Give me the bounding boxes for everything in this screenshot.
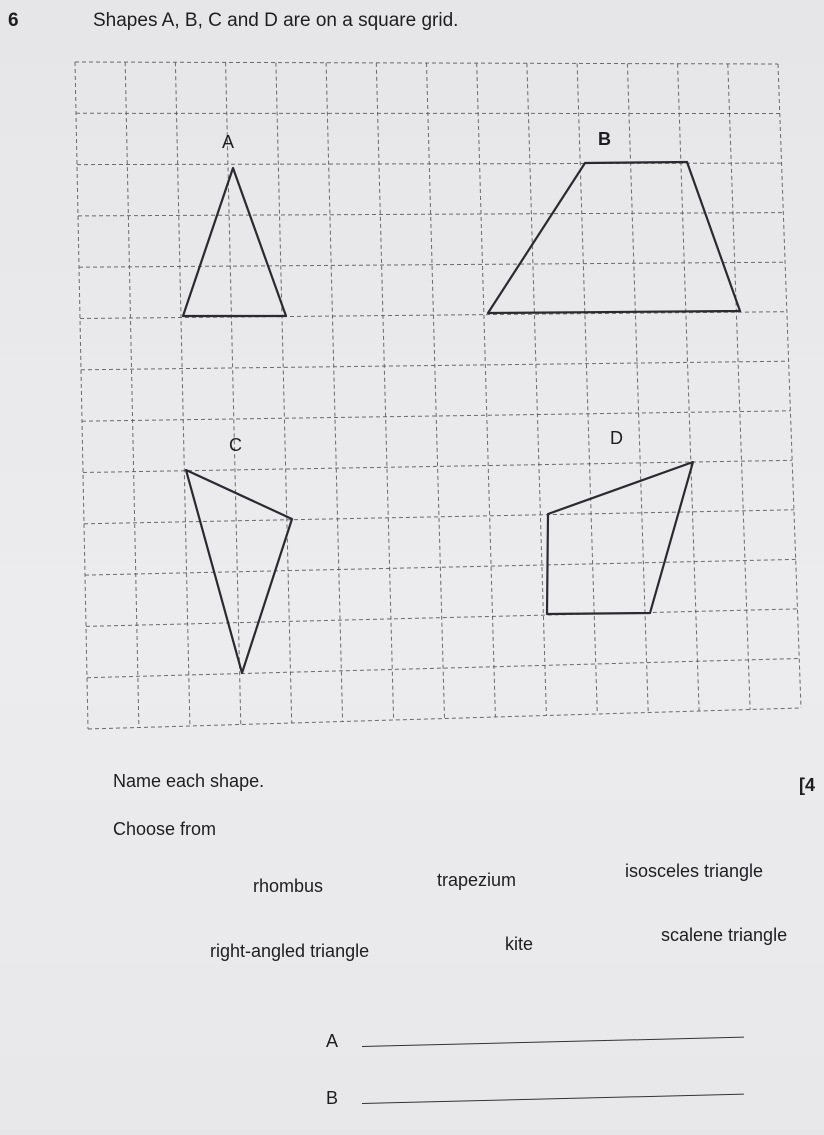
option-right-angled-triangle: right-angled triangle (210, 941, 369, 962)
grid-line (326, 63, 343, 722)
shape-labels (222, 129, 623, 455)
grid-line (527, 63, 547, 715)
option-isosceles-triangle: isosceles triangle (625, 861, 763, 882)
answer-b-label: B (326, 1088, 338, 1109)
option-trapezium: trapezium (437, 870, 516, 891)
shape-a-label: A (222, 132, 234, 152)
grid-lines (75, 62, 801, 729)
option-kite: kite (505, 934, 533, 955)
grid-line (577, 63, 597, 714)
question-number: 6 (8, 10, 19, 32)
instruction-text: Name each shape. (113, 771, 264, 792)
shape-d-label: D (610, 428, 623, 448)
grid-line (81, 361, 789, 370)
grid-line (276, 63, 292, 723)
grid-line (427, 63, 445, 719)
shape-c-label: C (229, 435, 242, 455)
grid-line (728, 64, 750, 710)
choose-from-label: Choose from (113, 819, 216, 840)
grid-line (376, 63, 393, 720)
grid-line (678, 64, 700, 711)
shape-a (183, 168, 286, 316)
grid-line (627, 64, 648, 713)
grid-line (125, 62, 139, 727)
shape-d (547, 462, 693, 614)
answer-a-label: A (326, 1031, 338, 1052)
grid-line (778, 64, 801, 708)
question-text: Shapes A, B, C and D are on a square grid. (93, 10, 458, 32)
grid-line (75, 62, 88, 729)
shape-b (488, 162, 740, 313)
shape-b-label: B (598, 129, 611, 149)
shapes-layer (183, 162, 740, 673)
marks-indicator: [4 (799, 775, 815, 796)
grid-line (477, 63, 496, 717)
option-scalene-triangle: scalene triangle (661, 925, 787, 946)
option-rhombus: rhombus (253, 876, 323, 897)
grid-line (175, 62, 190, 726)
